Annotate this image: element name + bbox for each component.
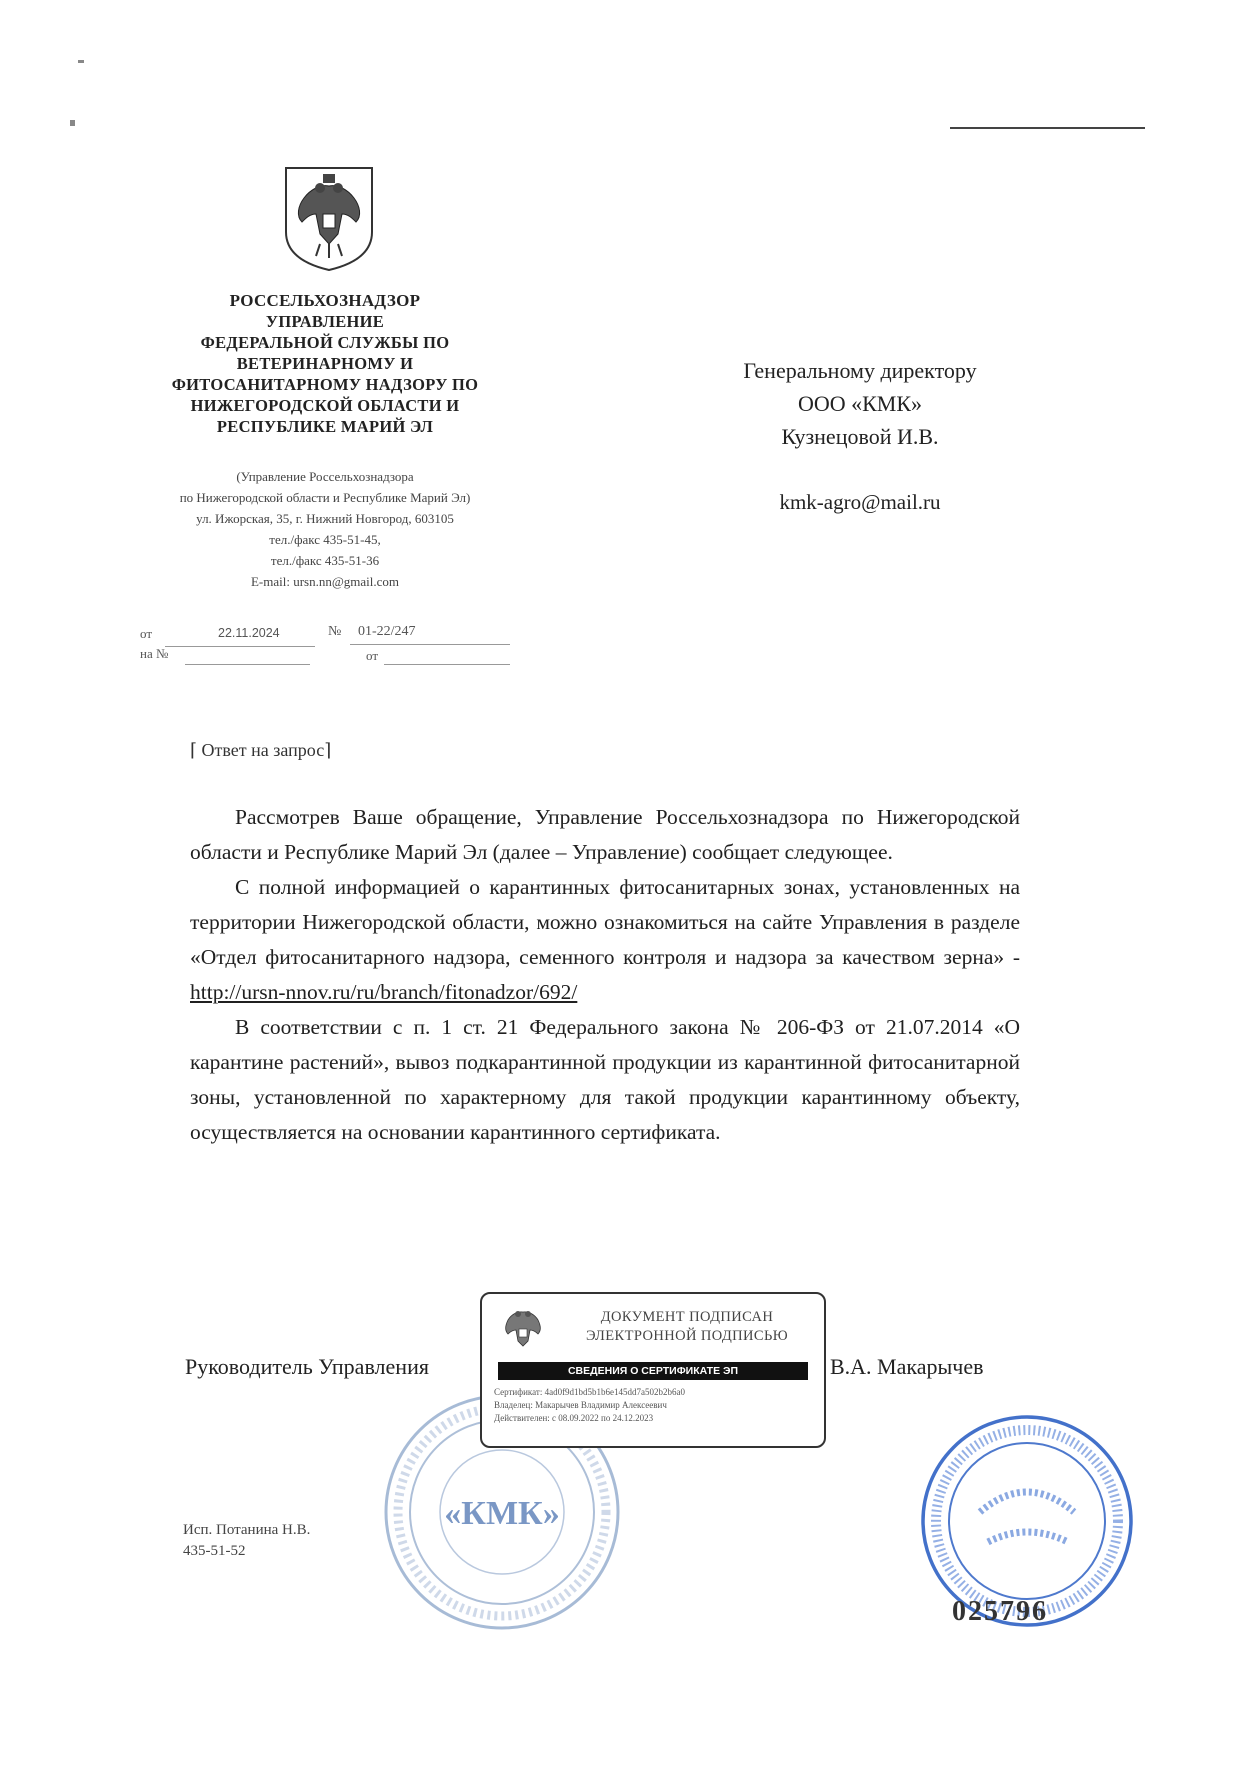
recipient-block bbox=[680, 354, 1040, 519]
sender-phone: тел./факс 435-51-45, bbox=[269, 532, 381, 547]
reg-date: 22.11.2024 bbox=[218, 626, 280, 640]
recipient-company: ООО «КМК» bbox=[797, 391, 923, 416]
reg-from-label: от bbox=[140, 626, 153, 641]
stamp-serial-number: 025796 bbox=[952, 1596, 1048, 1627]
body-paragraph: Рассмотрев Ваше обращение, Управление Россельхознадзора по Нижегородской области и Республике Марий Эл (далее – Управление) сообщает следующее. bbox=[190, 805, 1020, 864]
sender-agency: РОССЕЛЬХОЗНАДЗОР bbox=[229, 291, 421, 310]
e-signature-title-line: ДОКУМЕНТ ПОДПИСАН bbox=[600, 1309, 774, 1325]
sender-address: ул. Ижорская, 35, г. Нижний Новгород, 603105 bbox=[196, 511, 454, 526]
body-paragraph bbox=[190, 870, 1020, 1010]
sender-contacts bbox=[120, 466, 530, 592]
letter-body bbox=[190, 800, 1020, 1150]
sender-phone: тел./факс 435-51-36 bbox=[270, 553, 380, 568]
sender-dept-line: ФЕДЕРАЛЬНОЙ СЛУЖБЫ ПО bbox=[200, 333, 450, 352]
executor-block bbox=[183, 1520, 310, 1562]
e-signature-owner: Владелец: Макарычев Владимир Алексеевич bbox=[494, 1400, 667, 1410]
signatory-name: В.А. Макарычев bbox=[830, 1354, 984, 1379]
sender-dept-line: ФИТОСАНИТАРНОМУ НАДЗОРУ ПО bbox=[171, 375, 479, 394]
reg-underline bbox=[350, 644, 510, 645]
e-signature-cert: Сертификат: 4ad0f9d1bd5b1b6e145dd7a502b2b6a0 bbox=[494, 1387, 686, 1397]
recipient-email: kmk-agro@mail.ru bbox=[779, 490, 941, 514]
reg-underline bbox=[185, 664, 310, 665]
fitonadzor-link[interactable]: http://ursn-nnov.ru/ru/branch/fitonadzor/692/ bbox=[190, 980, 578, 1004]
recipient-position: Генеральному директору bbox=[743, 358, 977, 383]
subject-text: Ответ на запрос bbox=[201, 740, 325, 760]
sender-dept-line: ВЕТЕРИНАРНОМУ И bbox=[236, 354, 414, 373]
reg-ref-label: на № bbox=[140, 646, 169, 661]
sender-info-line: по Нижегородской области и Республике Марий Эл) bbox=[179, 490, 471, 505]
e-signature-title-line: ЭЛЕКТРОННОЙ ПОДПИСЬЮ bbox=[585, 1328, 789, 1344]
reg-ref-from-label: от bbox=[366, 648, 379, 663]
sender-email: E-mail: ursn.nn@gmail.com bbox=[250, 574, 400, 589]
executor-name: Исп. Потанина Н.В. bbox=[183, 1522, 311, 1538]
executor-phone: 435-51-52 bbox=[183, 1543, 246, 1559]
scan-artifact bbox=[70, 120, 75, 126]
e-signature-valid: Действителен: с 08.09.2022 по 24.12.2023 bbox=[494, 1413, 654, 1423]
reg-underline bbox=[165, 646, 315, 647]
coat-of-arms-icon bbox=[498, 1304, 548, 1356]
reg-underline bbox=[384, 664, 510, 665]
sender-info-line: (Управление Россельхознадзора bbox=[236, 469, 414, 484]
e-signature-box bbox=[480, 1292, 826, 1448]
coat-of-arms-icon bbox=[280, 164, 378, 274]
reg-number: 01-22/247 bbox=[358, 624, 416, 639]
sender-dept-line: РЕСПУБЛИКЕ МАРИЙ ЭЛ bbox=[216, 417, 434, 436]
sender-dept-line: НИЖЕГОРОДСКОЙ ОБЛАСТИ И bbox=[190, 396, 460, 415]
body-paragraph: В соответствии с п. 1 ст. 21 Федерального закона № 206-ФЗ от 21.07.2014 «О карантине растений», вывоз подкарантинной продукции из карантинной фитосанитарной зоны, установленной по характерному для такой продукции карантинному объекту, осуществляется на основании карантинного сертификата. bbox=[190, 1015, 1020, 1144]
body-paragraph-text: С полной информацией о карантинных фитосанитарных зонах, установленных на территории Нижегородской области, можно ознакомиться на сайте Управления в разделе «Отдел фитосанитарного надзора, семенного контроля и надзора за качеством зерна» - bbox=[190, 875, 1020, 969]
letter-subject: ⌈ Ответ на запрос⌉ bbox=[190, 740, 332, 760]
sender-dept-line: УПРАВЛЕНИЕ bbox=[265, 312, 385, 331]
scan-artifact bbox=[78, 60, 84, 63]
e-signature-title bbox=[562, 1308, 812, 1346]
e-signature-details bbox=[494, 1386, 685, 1425]
sender-header bbox=[130, 290, 520, 437]
e-signature-bar: СВЕДЕНИЯ О СЕРТИФИКАТЕ ЭП bbox=[498, 1362, 808, 1380]
signatory-position: Руководитель Управления bbox=[185, 1354, 429, 1379]
reg-number-label: № bbox=[328, 624, 342, 639]
scan-line bbox=[950, 127, 1145, 129]
recipient-name: Кузнецовой И.В. bbox=[781, 424, 939, 449]
kmk-stamp-center: «КМК» bbox=[444, 1495, 560, 1532]
